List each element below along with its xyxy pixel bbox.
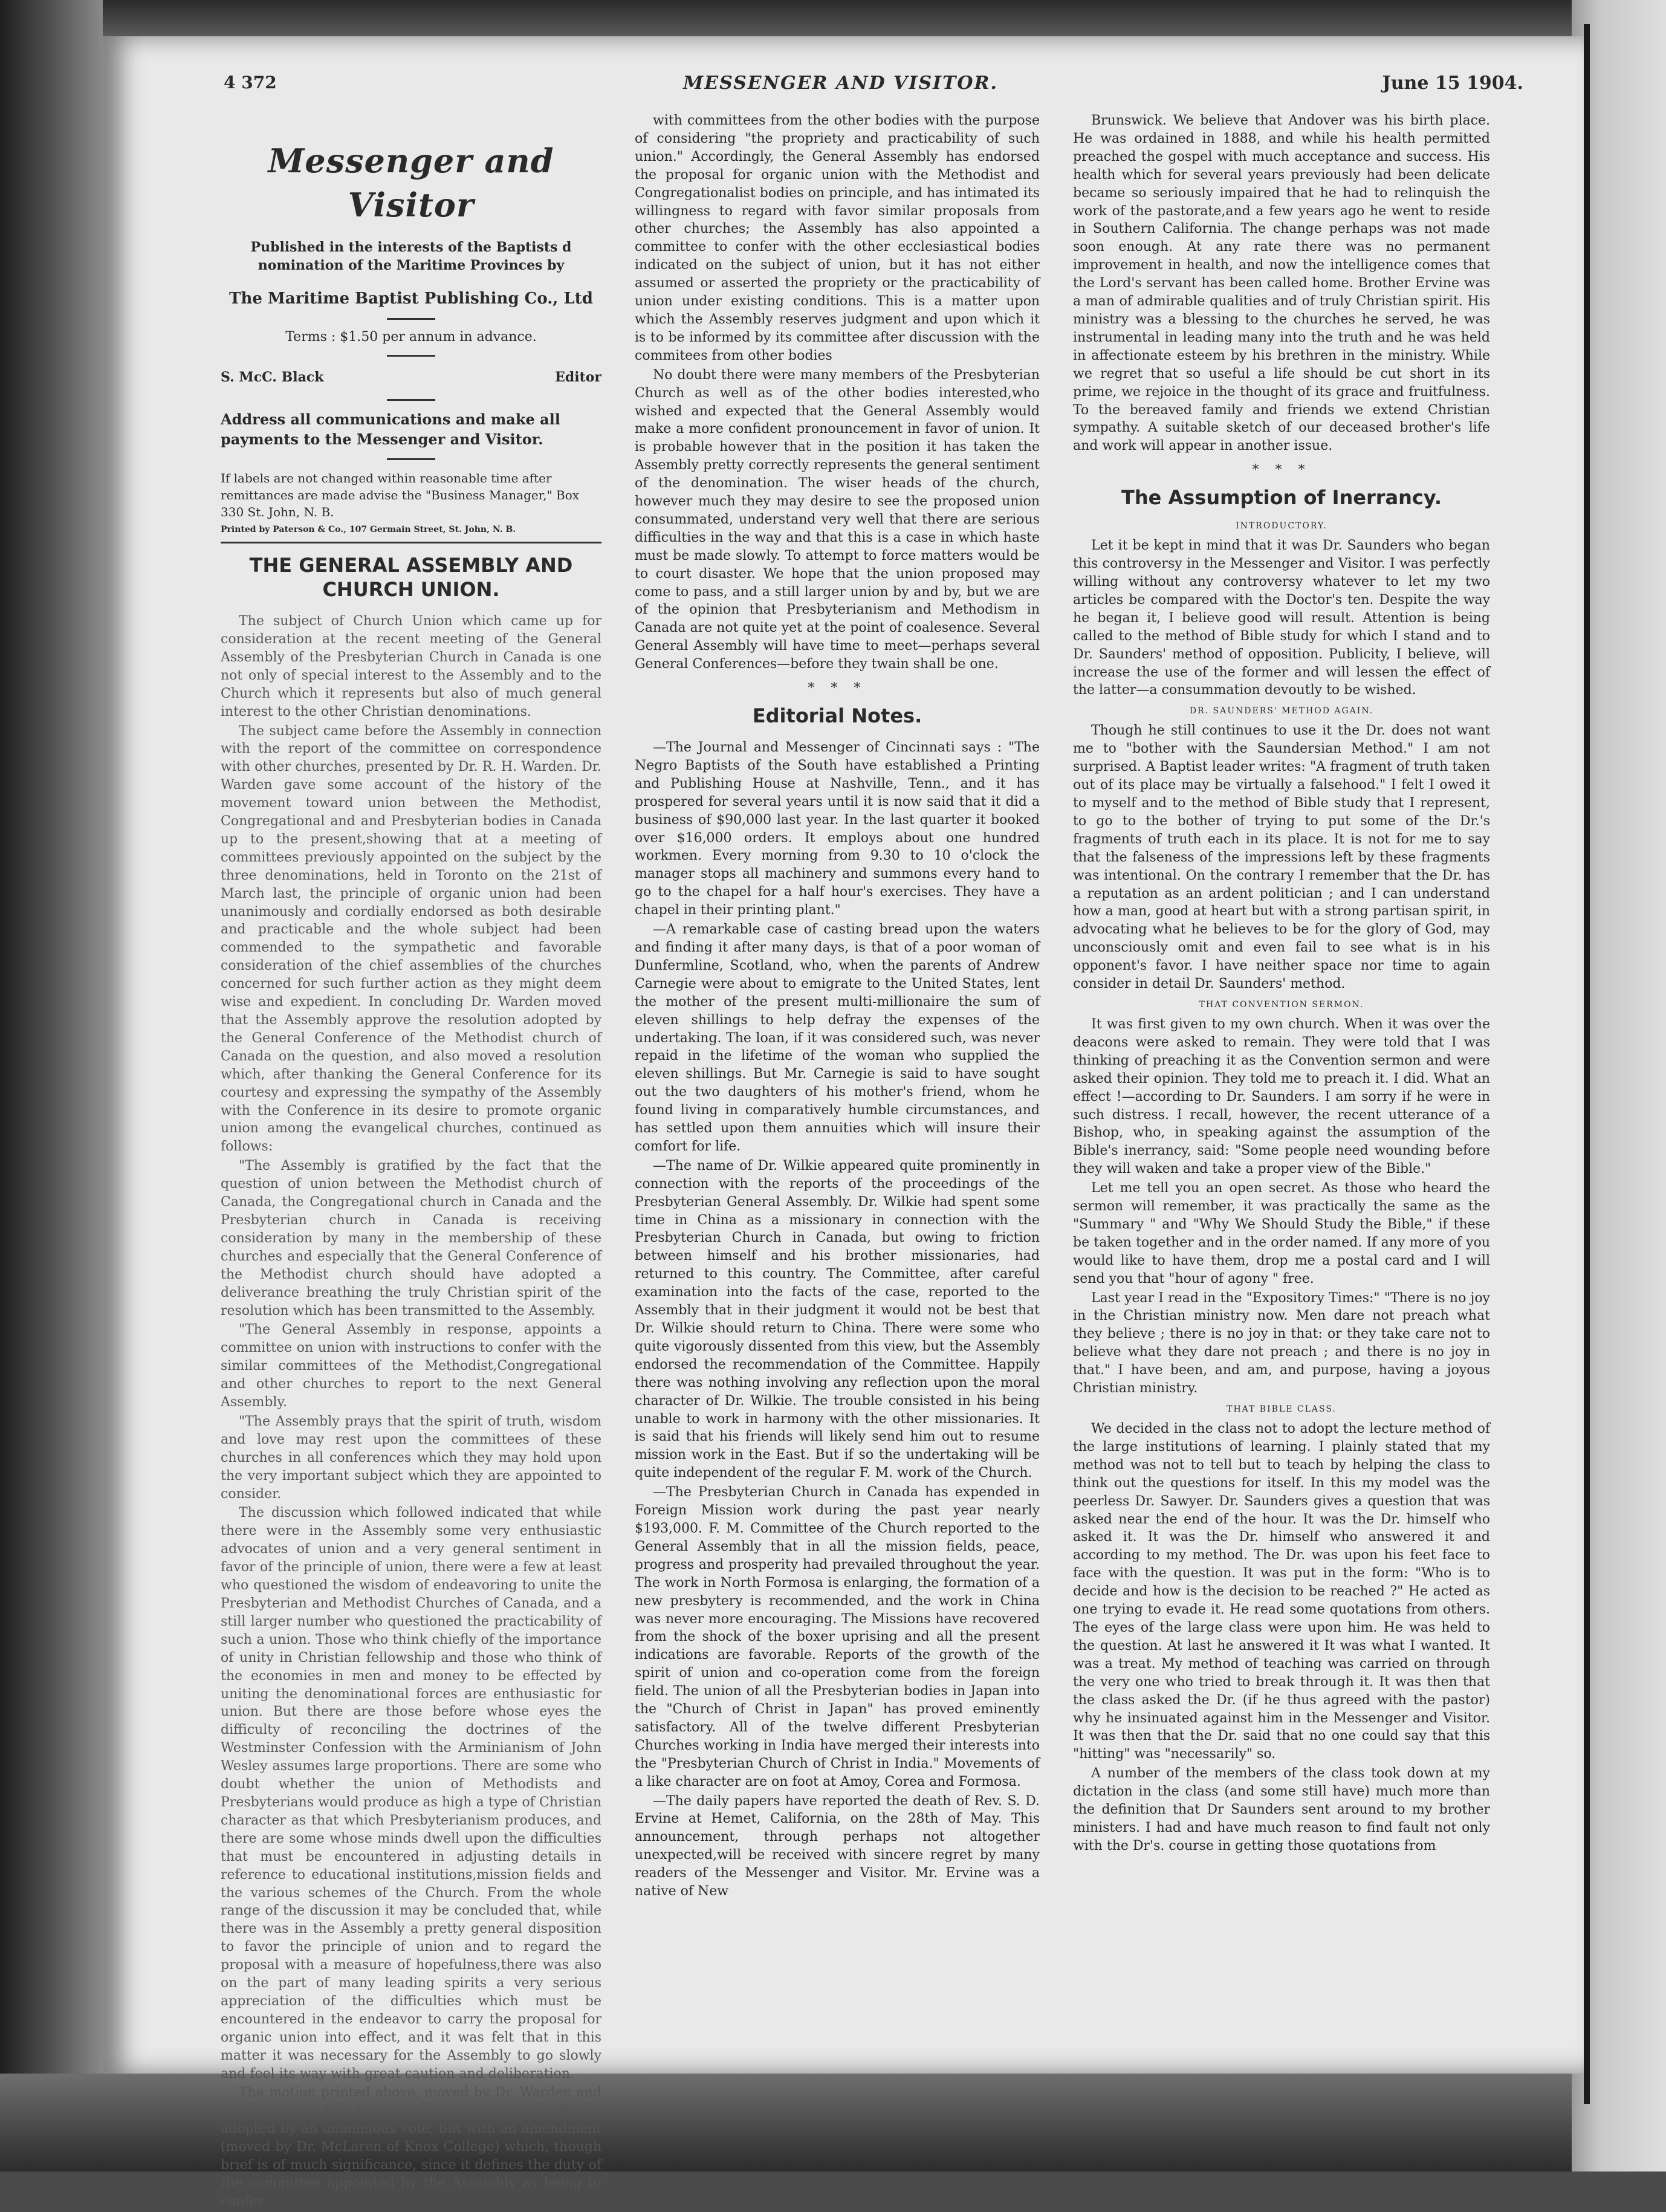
divider bbox=[387, 355, 435, 357]
printer-imprint: Printed by Paterson & Co., 107 Germain Street, St. John, N. B. bbox=[221, 525, 516, 535]
inerrancy-headline: The Assumption of Inerrancy. bbox=[1121, 486, 1442, 510]
divider bbox=[221, 542, 601, 543]
editor-label: Editor bbox=[555, 369, 601, 385]
divider bbox=[387, 458, 435, 460]
article-body bbox=[221, 612, 601, 2211]
article-paragraph: "The General Assembly in response, appoints a committee on union with instructions to confer with the similar committees of the Methodist,Congregational and other churches to report to the next General Assembly. bbox=[221, 1322, 601, 1410]
section-ornament: * * * bbox=[808, 681, 867, 696]
article-paragraph: Let it be kept in mind that it was Dr. Saunders who began this controversy in the Messenger and Visitor. I was perfectly willing without any controversy whatever to let my two articles be compared with the Doctor's ten. Despite the way he began it, I believe good will result. Attention is being called to the method of Bible study for which I stand and to Dr. Saunders' method of opposition. Publicity, I believe, will increase the use of the former and will lessen the effect of the latter—a consummation devoutly to be wished. bbox=[1073, 538, 1490, 698]
article-paragraph: The subject of Church Union which came up for consideration at the recent meeting of the General Assembly of the Presbyterian Church in Canada is one not only of special interest to the Assembly and to the Church which it represents but also of much general interest to the other Christian denominations. bbox=[221, 614, 601, 719]
subhead-sermon: THAT CONVENTION SERMON. bbox=[1199, 999, 1364, 1010]
editorial-note: —The Journal and Messenger of Cincinnati says : "The Negro Baptists of the South have established a Printing and Publishing House at Nashville, Tenn., and it has prospered for several years until it is now said that it did a business of $90,000 last year. In the last quarter it booked over $16,000 orders. It employs about one hundred workmen. Every morning from 9.30 to 10 o'clock the manager stops all machinery and summons every hand to go to the chapel for a half hour's exercises. They have a chapel in their printing plant." bbox=[635, 740, 1040, 918]
column-3 bbox=[1073, 112, 1490, 1857]
divider bbox=[387, 399, 435, 401]
article-headline: THE GENERAL ASSEMBLY AND CHURCH UNION. bbox=[249, 554, 573, 602]
page-number: 4 372 bbox=[224, 73, 277, 92]
article-paragraph: with committees from the other bodies with the purpose of considering "the propriety and practicability of such union." Accordingly, the General Assembly has endorsed the proposal for organic union with the Methodist and Congregationalist bodies on principle, and has intimated its willingness to regard with favor similar proposals from other churches; the Assembly has also appointed a committee to confer with the other ecclesiastical bodies indicated on the subject of union, but it has not either assumed or asserted the propriety or the practicability of union under existing conditions. This is a matter upon which the Assembly reserves judgment and upon which it is to be informed by its committee after discussion with the commitees from other bodies bbox=[635, 113, 1040, 363]
article-paragraph: "The Assembly prays that the spirit of truth, wisdom and love may rest upon the committees of these churches in all conferences which they may hold upon the very important subject which they are appointed to consider. bbox=[221, 1413, 601, 1502]
column-1 bbox=[221, 115, 601, 2212]
labels-notice: If labels are not changed within reasonable time after remittances are made advise the "Business Manager," Box 330 St. John, N. B. bbox=[221, 471, 580, 520]
masthead bbox=[221, 139, 601, 543]
editorial-note: —The Presbyterian Church in Canada has expended in Foreign Mission work during the past year nearly $193,000. F. M. Committee of the Church reported to the General Assembly that in all the mission fields, peace, progress and prosperity had prevailed throughout the year. The work in North Formosa is enlarging, the formation of a new presbytery is recommended, and the work in China was never more encouraging. The Missions have recovered from the shock of the boxer uprising and all the present indications are favorable. Reports of the growth of the spirit of union and co-operation come from the foreign field. The union of all the Presbyterian bodies in Japan into the "Church of Christ in Japan" has proved eminently satisfactory. All of the twelve different Presbyterian Churches working in India have merged their interests into the "Presbyterian Church of Christ in India." Movements of a like character are on foot at Amoy, Corea and Formosa. bbox=[635, 1485, 1040, 1789]
section-ornament: * * * bbox=[1252, 462, 1311, 478]
article-paragraph: Brunswick. We believe that Andover was his birth place. He was ordained in 1888, and while his health permitted preached the gospel with much acceptance and success. His health which for several years previously had been delicate became so seriously impaired that he had to relinquish the work of the pastorate,and a few years ago he went to reside in Southern California. The change perhaps was not made soon enough. At any rate there was no permanent improvement in health, and now the intelligence comes that the Lord's servant has been called home. Brother Ervine was a man of admirable qualities and of truly Christian spirit. His ministry was a blessing to the churches he served, he was instrumental in leading many into the truth and he was held in affectionate esteem by his brethren in the ministry. While we regret that so useful a life should be cut short in its prime, we rejoice in the thought of its grace and fruitfulness. To the bereaved family and friends we extend Christian sympathy. A suitable sketch of our deceased brother's life and work will appear in another issue. bbox=[1073, 113, 1490, 454]
address-notice: Address all communications and make all payments to the Messenger and Visitor. bbox=[221, 410, 560, 449]
subhead-introductory: INTRODUCTORY. bbox=[1236, 521, 1327, 531]
scan-border-left bbox=[0, 0, 103, 2171]
masthead-publisher: The Maritime Baptist Publishing Co., Ltd bbox=[229, 289, 593, 308]
subscription-terms: Terms : $1.50 per annum in advance. bbox=[285, 329, 537, 345]
column-2 bbox=[635, 112, 1040, 1902]
editorial-note: —The name of Dr. Wilkie appeared quite prominently in connection with the reports of the proceedings of the Presbyterian General Assembly. Dr. Wilkie had spent some time in China as a missionary in connection with the Presbyterian Church in Canada, but owing to friction between himself and his brother missionaries, had returned to this country. The Committee, after careful examination into the facts of the case, reported to the Assembly that in their judgment it would not be best that Dr. Wilkie should return to China. There were some who quite vigorously dissented from this view, but the Assembly endorsed the recommendation of the Committee. Happily there was nothing involving any reflection upon the moral character of Dr. Wilkie. The trouble consisted in his being unable to work in harmony with the other missionaries. It is said that his friends will likely send him out to resume mission work in the East. But if so the undertaking will be quite independent of the regular F. M. work of the Church. bbox=[635, 1158, 1040, 1481]
running-title: MESSENGER AND VISITOR. bbox=[683, 73, 998, 94]
article-paragraph: "The Assembly is gratified by the fact that the question of union between the Methodist church of Canada, the Congregational church in Canada and the Presbyterian church in Canada is receiving consideration by many in the membership of these churches and especially that the General Conference of the Methodist church should have adopted a deliverance breathing the truly Christian spirit of the resolution which has been transmitted to the Assembly. bbox=[221, 1158, 601, 1318]
editor-name: S. McC. Black bbox=[221, 369, 324, 385]
masthead-title: Messenger and Visitor bbox=[268, 141, 554, 225]
article-paragraph: Let me tell you an open secret. As those who heard the sermon will remember, it was practically the same as the "Summary " and "Why We Should Study the Bible," if these be taken together and in the order named. If any more of you would like to have them, drop me a postal card and I will send you that "hour of agony " free. bbox=[1073, 1181, 1490, 1286]
article-paragraph: The discussion which followed indicated that while there were in the Assembly some very enthusiastic advocates of union and a very general sentiment in favor of the principle of union, there were a few at least who questioned the wisdom of endeavoring to unite the Presbyterian and Methodist Churches of Canada, and a still larger number who questioned the practicability of such a union. Those who think chiefly of the importance of unity in Christian fellowship and those who think of the economies in men and money to be effected by uniting the denominational forces are enthusiastic for union. But there are those before whose eyes the difficulty of reconciling the doctrines of the Westminster Confession with the Arminianism of John Wesley assumes large proportions. There are some who doubt whether the union of Methodists and Presbyterians would produce as high a type of Christian character as that which Presbyterianism produces, and there are some whose minds dwell upon the difficulties that must be encountered in adjusting details in reference to educational institutions,mission fields and the various schemes of the Church. From the whole range of the discussion it may be concluded that, while there was in the Assembly a pretty general disposition to favor the principle of union and to regard the proposal with a measure of hopefulness,there was also on the part of many leading spirits a very serious appreciation of the difficulties which must be encountered in the endeavor to carry the proposal for organic union into effect, and it was felt that in this matter it was necessary for the Assembly to go slowly and feel its way with great caution and deliberation. bbox=[221, 1505, 601, 2081]
newspaper-page bbox=[103, 36, 1584, 2209]
editorial-notes-heading: Editorial Notes. bbox=[752, 704, 922, 727]
editorial-note: —The daily papers have reported the death of Rev. S. D. Ervine at Hemet, California, on the 28th of May. This announcement, through perhaps not altogether unexpected,will be received with sincere regret by many readers of the Messenger and Visitor. Mr. Ervine was a native of New bbox=[635, 1793, 1040, 1899]
running-head bbox=[103, 73, 1584, 97]
editorial-note: —A remarkable case of casting bread upon the waters and finding it after many days, is that of a poor woman of Dunfermline, Scotland, who, when the parents of Andrew Carnegie were about to emigrate to the United States, lent the mother of the present multi-millionaire the sum of eleven shillings to help defray the expenses of the undertaking. The loan, if it was considered such, was never repaid in the lifetime of the woman who supplied the eleven shillings. But Mr. Carnegie is said to have sought out the two daughters of his mother's friend, whom he found living in comparatively humble circumstances, and has settled upon them annuities which will insure their comfort for life. bbox=[635, 922, 1040, 1154]
article-paragraph: A number of the members of the class took down at my dictation in the class (and some still have) much more than the definition that Dr Saunders sent around to my brother ministers. I had and have much reason to find fault not only with the Dr's. course in getting those quotations from bbox=[1073, 1766, 1490, 1854]
article-paragraph: The motion printed above, moved by Dr. Warden and seconded by Dr. Patrick of Winnipeg, was finally adopted by an unanimous vote, but with an amendment (moved by Dr. McLaren of Knox College) which, though brief is of much significance, since it defines the duty of the committee appointed by the Assembly as being to confer bbox=[221, 2085, 601, 2209]
scan-border-top bbox=[0, 0, 1666, 36]
article-paragraph: Last year I read in the "Expository Times:" "There is no joy in the Christian ministry now. Men dare not preach what they believe ; there is no joy in that: or they take care not to believe what they dare not preach ; and there is no joy in that." I have been, and am, and purpose, having a joyous Christian ministry. bbox=[1073, 1290, 1490, 1396]
subhead-bible-class: THAT BIBLE CLASS. bbox=[1227, 1404, 1337, 1414]
masthead-interests: Published in the interests of the Baptists d nomination of the Maritime Provinces by bbox=[250, 239, 572, 273]
subhead-method: DR. SAUNDERS' METHOD AGAIN. bbox=[1189, 706, 1374, 716]
divider bbox=[387, 318, 435, 320]
article-paragraph: It was first given to my own church. When it was over the deacons were asked to remain. They were told that I was thinking of preaching it as the Convention sermon and were asked their opinion. They told me to preach it. I did. What an effect !—according to Dr. Saunders. I am sorry if he were in such distress. I recall, however, the recent utterance of a Bishop, who, in speaking against the assumption of the Bible's inerrancy, said: "Some people need wounding before they will waken and take a proper view of the Bible." bbox=[1073, 1016, 1490, 1177]
article-paragraph: Though he still continues to use it the Dr. does not want me to "bother with the Saundersian Method." I am not surprised. A Baptist leader writes: "A fragment of truth taken out of its place may be virtually a falsehood." I felt I owed it to myself and to the method of Bible study that I represent, to go to the bother of trying to put some of the Dr.'s fragments of truth each in its place. It is not for me to say that the falseness of the impressions left by these fragments was intentional. On the contrary I remember that the Dr. has a reputation as an ardent politician ; and I can understand how a man, good at heart but with a strong partisan spirit, in advocating what he believes to be for the glory of God, may unconsciously omit and even fail to see what is in his opponent's favor. I have neither space nor time to again consider in detail Dr. Saunders' method. bbox=[1073, 723, 1490, 992]
page-spine-line bbox=[1584, 24, 1590, 2104]
article-paragraph: The subject came before the Assembly in connection with the report of the committee on correspondence with other churches, presented by Dr. R. H. Warden. Dr. Warden gave some account of the history of the movement toward union between the Methodist, Congregational and and Presbyterian bodies in Canada up to the present,showing that at a meeting of committees previously appointed on the subject by the three denominations, held in Toronto on the 21st of March last, the principle of organic union had been unanimously and cordially endorsed as both desirable and practicable and the whole subject had been commended to the sympathetic and favorable consideration of the chief assemblies of the churches concerned for such further action as they might deem wise and expedient. In concluding Dr. Warden moved that the Assembly approve the resolution adopted by the General Conference of the Methodist church of Canada on the question, and also moved a resolution which, after thanking the General Conference for its courtesy and expressing the sympathy of the Assembly with the Conference in its desire to promote organic union among the evangelical churches, continued as follows: bbox=[221, 723, 601, 1155]
article-paragraph: We decided in the class not to adopt the lecture method of the large institutions of learning. I plainly stated that my method was not to tell but to teach by helping the class to think out the questions for itself. In this my model was the peerless Dr. Sawyer. Dr. Saunders gives a question that was asked near the end of the hour. It was the Dr. himself who asked it. It was the Dr. himself who answered it and according to my method. The Dr. was upon his feet face to face with the question. It was put in the form: "Who is to decide and how is the decision to be reached ?" He acted as one trying to evade it. He read some quotations from others. The eyes of the large class were upon him. He was held to the question. At last he answered it It was what I wanted. It was a treat. My method of teaching was carried on through the very one who tried to break through it. It was then that the class asked the Dr. (if he thus agreed with the pastor) why he insinuated against him in the Messenger and Visitor. It was then that the Dr. said that no one could say that this "hitting" was "necessarily" so. bbox=[1073, 1421, 1490, 1762]
article-paragraph: No doubt there were many members of the Presbyterian Church as well as of the other bodies interested,who wished and expected that the General Assembly would make a more confident pronouncement in favor of union. It is probable however that in the position it has taken the Assembly pretty correctly represents the general sentiment of the denomination. The wiser heads of the church, however much they may desire to see the proposed union consummated, understand very well that there are serious difficulties in the way and that this is a case in which haste must be made slowly. To attempt to force matters would be to court disaster. We hope that the union proposed may come to pass, and a still larger union by and by, but we are of the opinion that Presbyterianism and Methodism in Canada are not quite yet at the point of coalesence. Several General Assembly will have time to meet—perhaps several General Conferences—before they twain shall be one. bbox=[635, 367, 1040, 672]
issue-date: June 15 1904. bbox=[1382, 73, 1523, 94]
editor-line bbox=[221, 369, 601, 387]
